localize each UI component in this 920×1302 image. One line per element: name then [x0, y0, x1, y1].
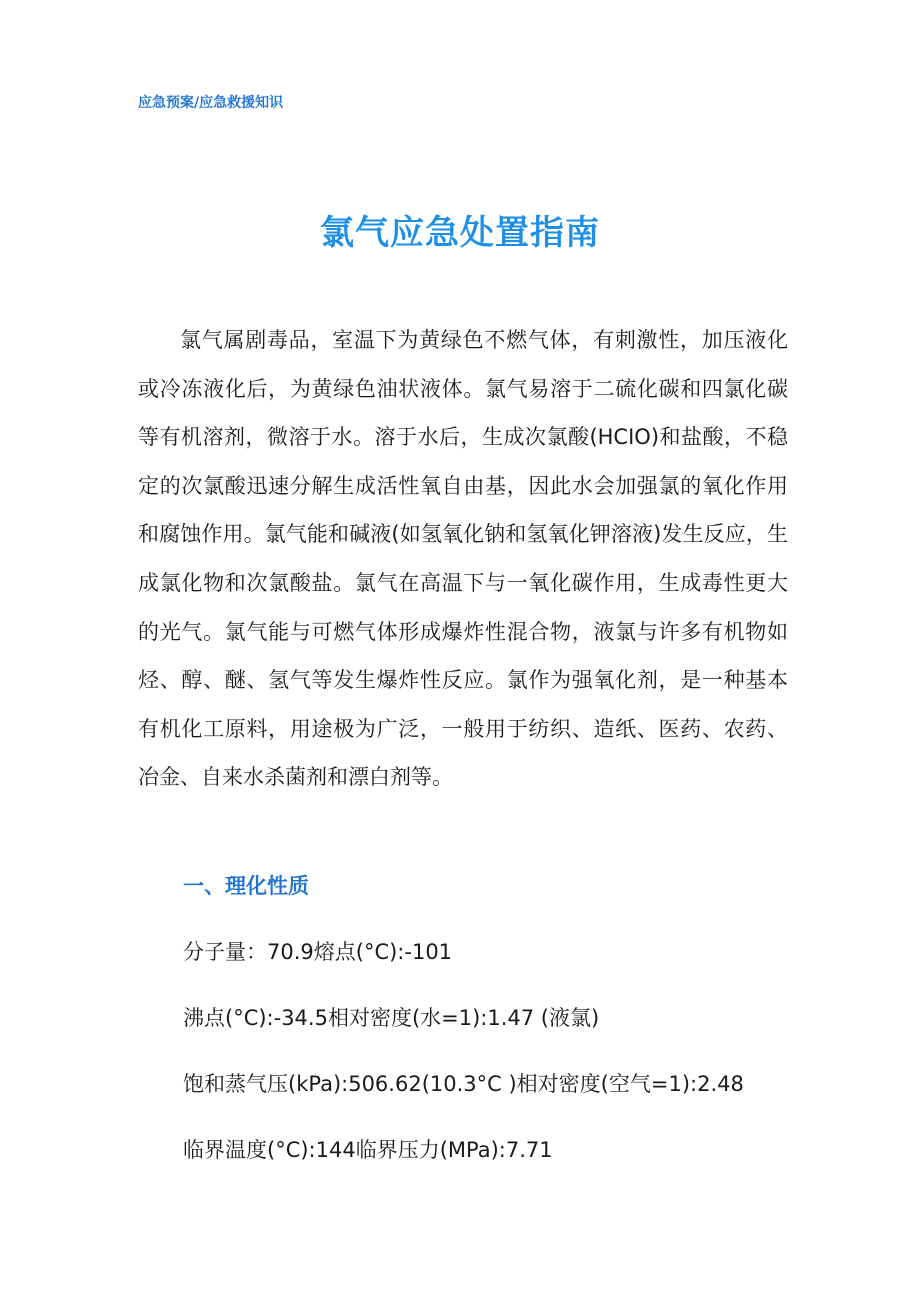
intro-paragraph: 氯气属剧毒品，室温下为黄绿色不燃气体，有刺激性，加压液化或冷冻液化后，为黄绿色油状液体。氯气易溶于二硫化碳和四氯化碳等有机溶剂，微溶于水。溶于水后，生成次氯酸(HCIO)和盐酸，不稳定的次氯酸迅速分解生成活性氧自由基，因此水会加强氯的氧化作用和腐蚀作用。氯气能和碱液(如氢氧化钠和氢氧化钾溶液)发生反应，生成氯化物和次氯酸盐。氯气在高温下与一氧化碳作用，生成毒性更大的光气。氯气能与可燃气体形成爆炸性混合物，液氯与许多有机物如烃、醇、醚、氢气等发生爆炸性反应。氯作为强氧化剂，是一种基本有机化工原料，用途极为广泛，一般用于纺织、造纸、医药、农药、冶金、自来水杀菌剂和漂白剂等。 — [138, 328, 788, 790]
property-line: 饱和蒸气压(kPa):506.62(10.3°C )相对密度(空气=1):2.48 — [183, 1072, 744, 1096]
property-line: 沸点(°C):-34.5相对密度(水=1):1.47 (液氯) — [183, 1006, 600, 1030]
page-title: 氯气应急处置指南 — [320, 212, 600, 253]
property-line: 临界温度(°C):144临界压力(MPa):7.71 — [183, 1138, 553, 1162]
breadcrumb[interactable]: 应急预案/应急救援知识 — [138, 95, 284, 111]
property-line: 分子量：70.9熔点(°C):-101 — [183, 940, 453, 964]
section-heading: 一、理化性质 — [183, 874, 309, 898]
